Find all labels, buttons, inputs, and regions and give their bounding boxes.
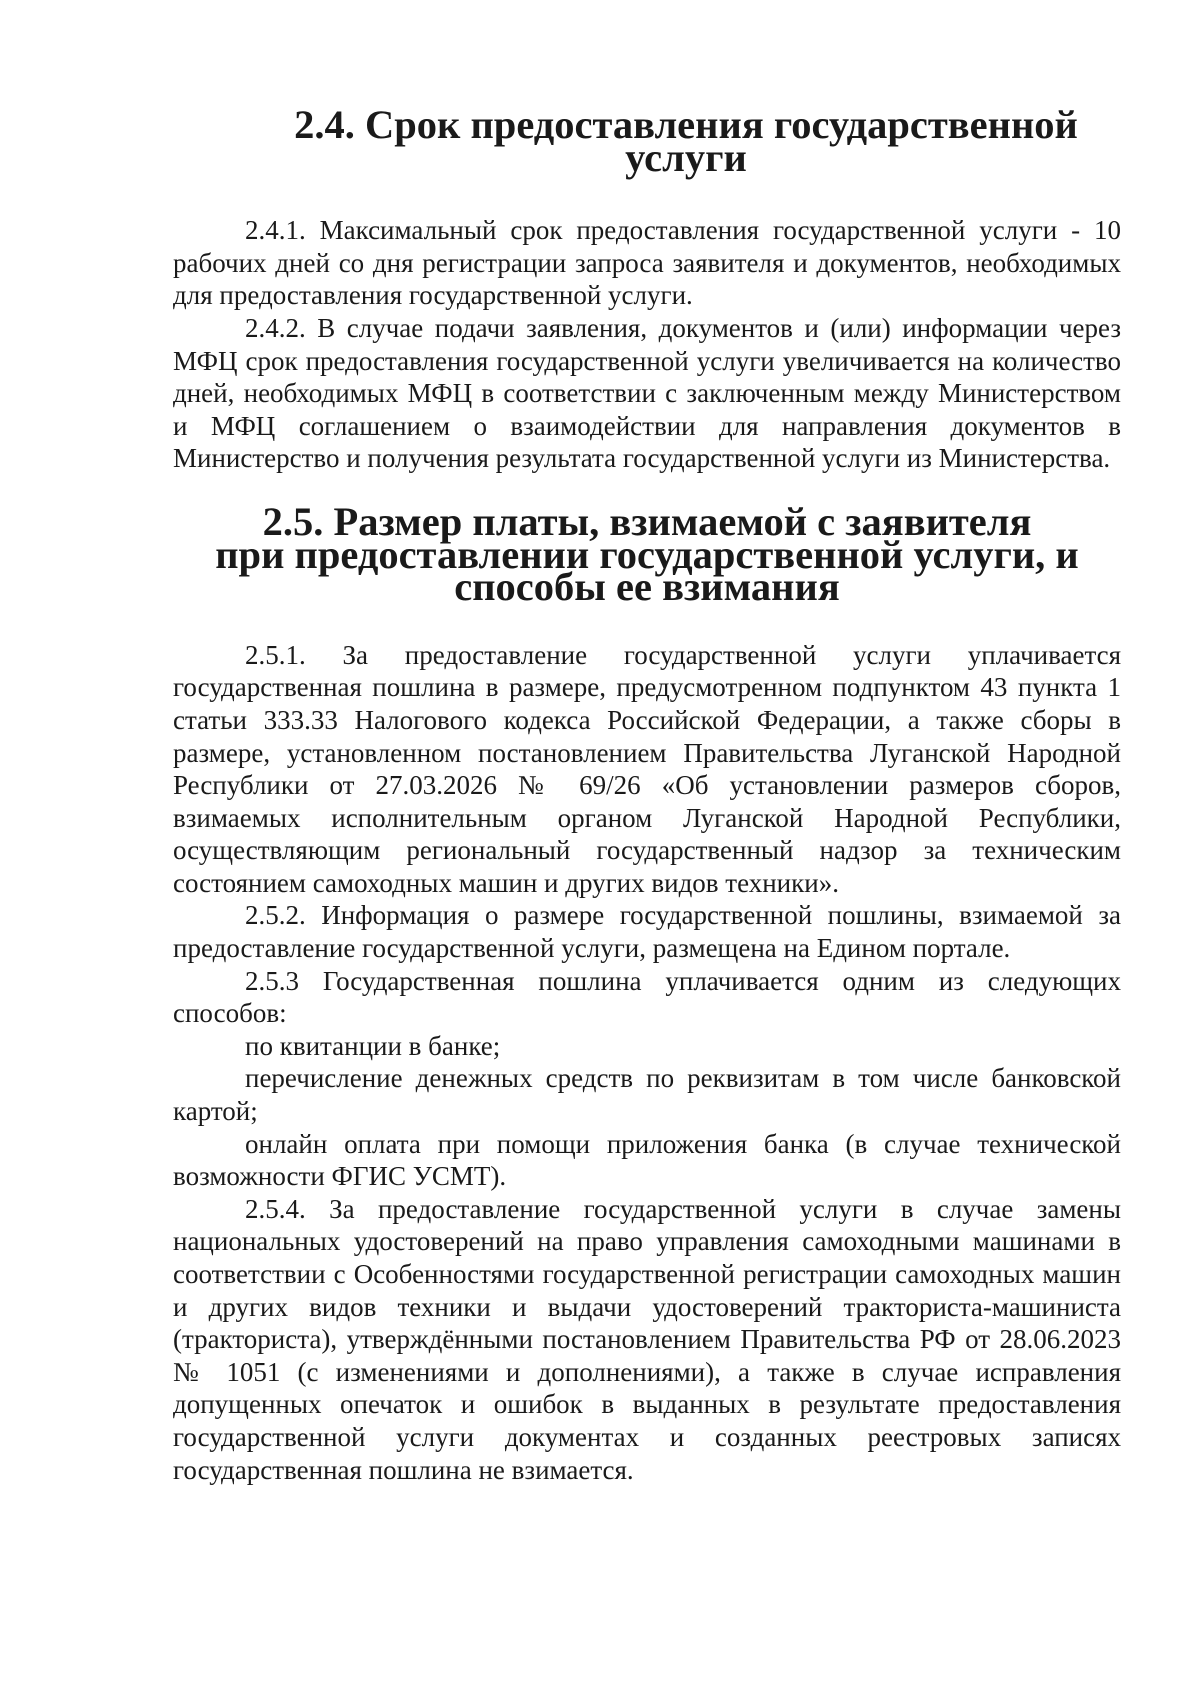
section-2-5-heading: [173, 498, 1121, 610]
payment-method-bank-receipt: по квитанции в банке;: [245, 1030, 501, 1061]
section-2-4-heading: [173, 102, 1121, 180]
payment-method-bank-transfer: перечисление денежных средств по реквизитам в том числе банковской картой;: [173, 1063, 1121, 1127]
paragraph-2-4-2: 2.4.2. В случае подачи заявления, документов и (или) информации через МФЦ срок предоставления государственной услуги увеличивается на количество дней, необходимых МФЦ в соответствии с заключенным между Министерством и МФЦ соглашением о взаимодействии для направления документов в Министерство и получения результата государственной услуги из Министерства.: [173, 312, 1121, 474]
section-2-4-heading-text: 2.4. Срок предоставления государственной услуги: [294, 102, 1078, 180]
paragraph-2-4-1: 2.4.1. Максимальный срок предоставления государственной услуги - 10 рабочих дней со дня регистрации запроса заявителя и документов, необходимых для предоставления государственной услуги.: [173, 215, 1121, 311]
section-2-5-heading-line2: при предоставлении государственной услуги, и способы ее взимания: [215, 531, 1079, 610]
paragraph-2-5-1: 2.5.1. За предоставление государственной услуги уплачивается государственная пошлина в размере, предусмотренном подпунктом 43 пункта 1 статьи 333.33 Налогового кодекса Российской Федерации, а также сборы в размере, установленном постановлением Правительства Луганской Народной Республики от 27.03.2026 № 69/26 «Об установлении размеров сборов, взимаемых исполнительным органом Луганской Народной Республики, осуществляющим региональный государственный надзор за техническим состоянием самоходных машин и других видов техники».: [173, 639, 1121, 898]
payment-method-online-app: онлайн оплата при помощи приложения банка (в случае технической возможности ФГИС УСМТ).: [173, 1128, 1121, 1192]
section-2-5-heading-line1: 2.5. Размер платы, взимаемой с заявителя: [262, 498, 1032, 544]
paragraph-2-5-2: 2.5.2. Информация о размере государственной пошлины, взимаемой за предоставление государственной услуги, размещена на Едином портале.: [173, 900, 1121, 964]
paragraph-2-5-4: 2.5.4. За предоставление государственной услуги в случае замены национальных удостоверений на право управления самоходными машинами в соответствии с Особенностями государственной регистрации самоходных машин и других видов техники и выдачи удостоверений тракториста-машиниста (тракториста), утверждёнными постановлением Правительства РФ от 28.06.2023 № 1051 (с изменениями и дополнениями), а также в случае исправления допущенных опечаток и ошибок в выданных в результате предоставления государственной услуги документах и созданных реестровых записях государственная пошлина не взимается.: [173, 1193, 1121, 1485]
document-page: [173, 102, 1121, 1486]
paragraph-2-5-3: 2.5.3 Государственная пошлина уплачивается одним из следующих способов:: [173, 965, 1121, 1029]
